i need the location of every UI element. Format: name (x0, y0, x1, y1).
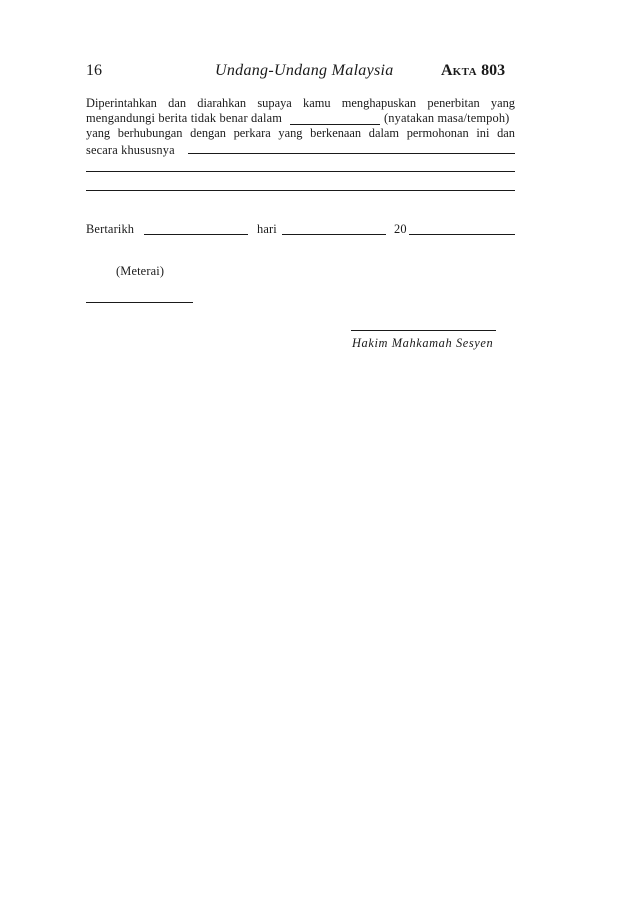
specifics-blank-line[interactable] (188, 153, 515, 154)
running-title: Undang-Undang Malaysia (215, 62, 394, 79)
year-prefix: 20 (394, 222, 407, 236)
order-line-2-start: mengandungi berita tidak benar dalam (86, 111, 283, 125)
order-line-4-label: secara khususnya (86, 143, 175, 157)
act-reference (441, 61, 505, 82)
order-line-3: yang berhubungan dengan perkara yang berkenaan dalam permohonan ini dan (86, 126, 515, 140)
order-line-1: Diperintahkan dan diarahkan supaya kamu menghapuskan penerbitan yang (86, 96, 515, 110)
order-line-2-end: (nyatakan masa/tempoh) (384, 111, 510, 125)
judge-signature-line[interactable] (351, 330, 496, 331)
seal-signature-line[interactable] (86, 302, 193, 303)
act-initial: A (441, 62, 453, 79)
period-blank-line[interactable] (290, 124, 380, 125)
act-label: KTA (452, 66, 478, 78)
year-blank-line[interactable] (409, 234, 515, 235)
seal-label: (Meterai) (116, 264, 165, 278)
date-blank-line[interactable] (144, 234, 248, 235)
day-blank-line[interactable] (282, 234, 386, 235)
day-label: hari (257, 222, 277, 236)
page-number: 16 (86, 62, 102, 79)
act-number: 803 (481, 62, 506, 79)
specifics-blank-line-2[interactable] (86, 171, 515, 172)
judge-title: Hakim Mahkamah Sesyen (352, 336, 494, 350)
specifics-blank-line-3[interactable] (86, 190, 515, 191)
dated-label: Bertarikh (86, 222, 135, 236)
